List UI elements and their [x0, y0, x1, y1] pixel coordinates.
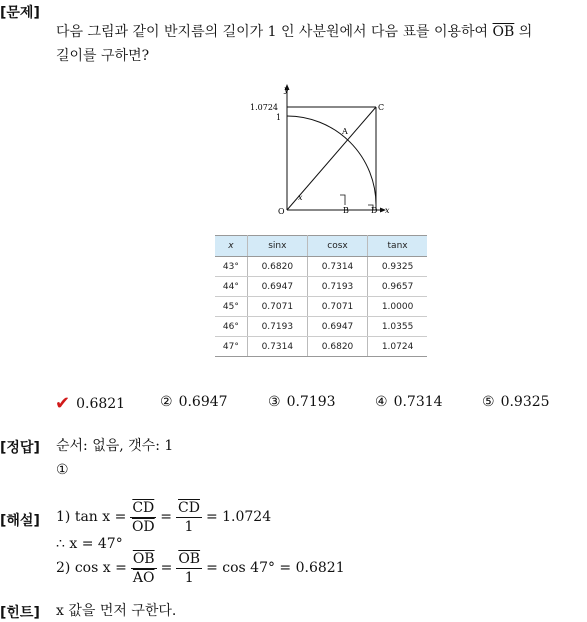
cell: 0.6820 — [307, 337, 367, 357]
fraction-cd-1 — [176, 500, 202, 535]
problem-text-a: 다음 그림과 같이 반지름의 길이가 1 인 사분원에서 다음 표를 이용하여 — [56, 24, 489, 40]
ob-numerator-2: $\overline{OB}$ — [178, 550, 201, 567]
cell: 0.7071 — [247, 297, 307, 317]
tan-result: = 1.0724 — [205, 509, 272, 525]
hint-tag: [힌트] — [0, 605, 40, 621]
cell: 43° — [215, 257, 247, 277]
explanation-line3 — [56, 548, 345, 588]
problem-text-line2: 길이를 구하면? — [56, 48, 150, 64]
fraction-ob-1 — [176, 551, 202, 586]
choice-5[interactable] — [482, 394, 550, 410]
cd-numerator: $\overline{CD}$ — [132, 499, 155, 516]
fraction-cd-od — [130, 500, 156, 535]
header-sin: sinx — [247, 236, 307, 257]
fraction-ob-ao — [131, 551, 157, 586]
cell: 0.6820 — [247, 257, 307, 277]
cell: 46° — [215, 317, 247, 337]
choice-2-label: 0.6947 — [178, 394, 228, 410]
angle-x-label: x — [298, 193, 303, 202]
od-denominator: OD — [131, 518, 155, 535]
point-a-label: A — [342, 127, 348, 136]
explanation-line1 — [56, 497, 271, 537]
table-row — [215, 277, 427, 297]
point-b-label: B — [343, 206, 349, 215]
equals-sign: = — [160, 509, 173, 525]
choice-2-mark: ② — [160, 394, 173, 410]
choice-5-label: 0.9325 — [500, 394, 550, 410]
tick-1: 1 — [276, 113, 282, 122]
explanation-tag: [해설] — [0, 513, 40, 529]
cell: 0.7193 — [307, 277, 367, 297]
choice-1-label: 0.6821 — [76, 395, 126, 412]
hint-text: x 값을 먼저 구한다. — [56, 603, 177, 619]
one-denominator-2: 1 — [184, 569, 194, 586]
table-row — [215, 257, 427, 277]
problem-tag: [문제] — [0, 5, 40, 21]
cell: 0.6947 — [247, 277, 307, 297]
cell: 0.7193 — [247, 317, 307, 337]
equals-sign: = — [160, 560, 173, 576]
one-denominator: 1 — [184, 518, 194, 535]
ob-numerator: $\overline{OB}$ — [132, 550, 155, 567]
tan-prefix: 1) tan x = — [56, 509, 127, 525]
cos-prefix: 2) cos x = — [56, 560, 127, 576]
problem-text-line1 — [56, 21, 532, 43]
ao-denominator: AO — [132, 569, 155, 586]
segment-ob: $\overline{OB}$ — [492, 24, 515, 40]
cell: 0.7071 — [307, 297, 367, 317]
answer-info: 순서: 없음, 갯수: 1 — [56, 438, 174, 454]
table-row — [215, 297, 427, 317]
header-cos: cosx — [307, 236, 367, 257]
cell: 45° — [215, 297, 247, 317]
cell: 44° — [215, 277, 247, 297]
cell: 0.7314 — [247, 337, 307, 357]
cell: 47° — [215, 337, 247, 357]
cell: 0.9657 — [368, 277, 427, 297]
table-row — [215, 317, 427, 337]
header-tan: tanx — [368, 236, 427, 257]
table-header-row — [215, 236, 427, 257]
header-x: x — [215, 236, 247, 257]
choice-3-mark: ③ — [268, 394, 281, 410]
answer-tag: [정답] — [0, 440, 40, 456]
trig-table — [215, 235, 427, 357]
choice-2[interactable] — [160, 394, 228, 410]
point-o-label: O — [278, 207, 285, 216]
point-c-label: C — [378, 103, 385, 112]
cell: 0.6947 — [307, 317, 367, 337]
answer-choice: ① — [56, 462, 69, 478]
choice-1[interactable] — [55, 393, 125, 414]
explanation-line2: ∴ x = 47° — [56, 536, 123, 552]
tick-1-0724: 1.0724 — [250, 103, 278, 112]
cell: 1.0355 — [368, 317, 427, 337]
cos-result: = cos 47° = 0.6821 — [206, 560, 345, 576]
cell: 0.7314 — [307, 257, 367, 277]
choice-4-mark: ④ — [375, 394, 388, 410]
quarter-circle-figure — [240, 80, 400, 220]
choice-5-mark: ⑤ — [482, 394, 495, 410]
cell: 1.0724 — [368, 337, 427, 357]
cell: 0.9325 — [368, 257, 427, 277]
point-d-label: D — [371, 206, 378, 215]
problem-text-b: 의 — [518, 24, 533, 40]
y-axis-label: y — [284, 85, 289, 94]
cd-numerator-2: $\overline{CD}$ — [178, 499, 200, 516]
cell: 1.0000 — [368, 297, 427, 317]
choice-4[interactable] — [375, 394, 443, 410]
choice-4-label: 0.7314 — [393, 394, 443, 410]
check-icon: ✔ — [55, 393, 71, 414]
choice-3[interactable] — [268, 394, 336, 410]
choice-3-label: 0.7193 — [286, 394, 336, 410]
x-axis-label: x — [385, 206, 390, 215]
table-row — [215, 337, 427, 357]
